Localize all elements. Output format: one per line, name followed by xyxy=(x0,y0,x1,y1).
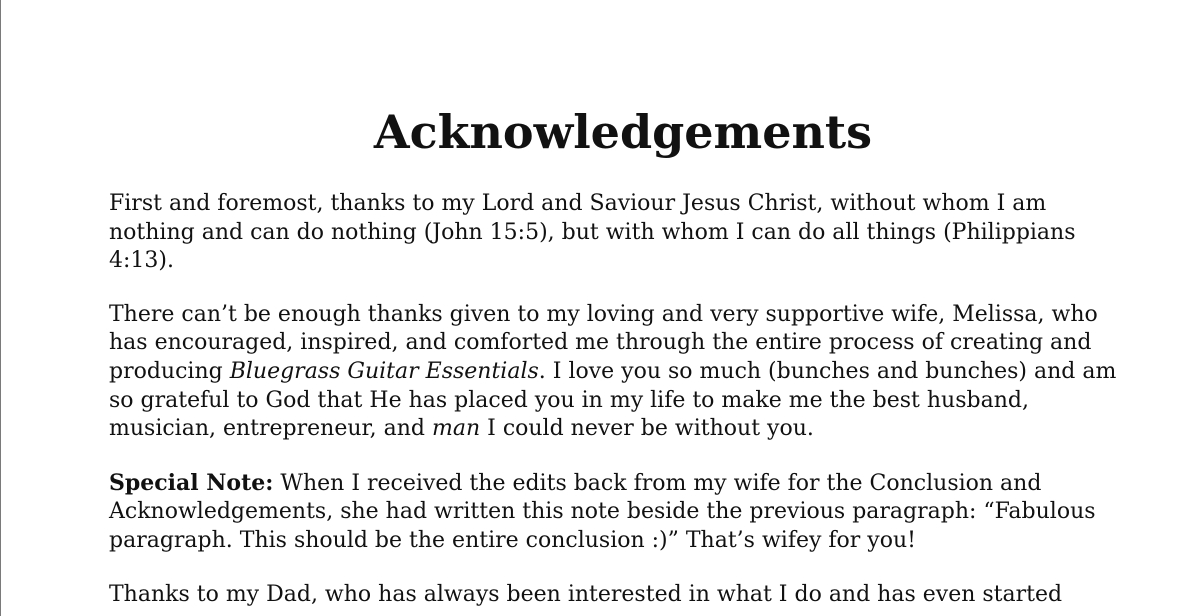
paragraph-dad-text: Thanks to my Dad, who has always been interested in what I do and has even started xyxy=(109,581,1063,607)
paragraph-special-note xyxy=(109,469,1129,556)
emphasis-man: man xyxy=(431,416,481,442)
paragraph-faith xyxy=(109,190,1129,276)
paragraph-wife xyxy=(109,301,1129,444)
paragraph-wife-text-b: . I love you so much (bunches and bunches) and am so grateful to God that He has placed you in my life to make me the best husband, musician, entrepreneur, and xyxy=(109,358,1117,442)
special-note-label: Special Note: xyxy=(109,469,274,496)
paragraph-wife-text-a: There can’t be enough thanks given to my loving and very supportive wife, Melissa, who has encouraged, inspired, and comforted me through the entire process of creating and producing xyxy=(109,301,1098,384)
paragraph-wife-text-c: I could never be without you. xyxy=(480,416,814,442)
special-note-text: When I received the edits back from my wife for the Conclusion and Acknowledgements, she had written this note beside the previous paragraph: “Fabulous paragraph. This should be the entire conclusion :)” That’s wifey for you! xyxy=(109,470,1096,553)
page-title: Acknowledgements xyxy=(373,105,873,159)
document-body xyxy=(109,190,1129,616)
book-title: Bluegrass Guitar Essentials xyxy=(229,358,539,384)
paragraph-dad xyxy=(109,581,1129,610)
paragraph-faith-text: First and foremost, thanks to my Lord and Saviour Jesus Christ, without whom I am nothing and can do nothing (John 15:5), but with whom I can do all things (Philippians 4:13). xyxy=(109,191,1076,274)
